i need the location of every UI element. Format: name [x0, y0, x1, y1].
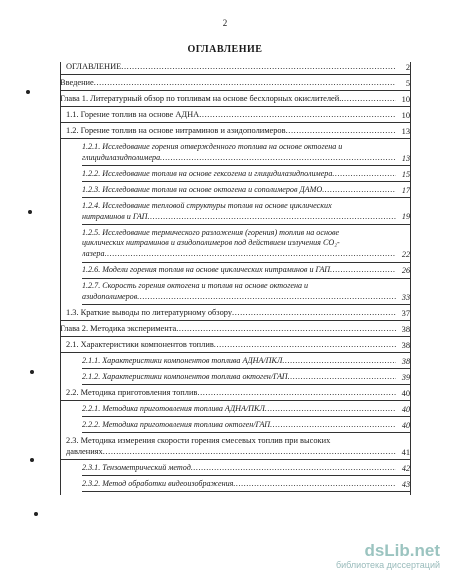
- toc-entry[interactable]: [60, 142, 410, 164]
- row-divider: [82, 197, 410, 198]
- toc-entry-text: 1.2.5. Исследование термического разложения (горения) топлив на основе: [82, 227, 340, 237]
- toc-entry[interactable]: [60, 265, 410, 276]
- toc-entry-text: 1.3. Краткие выводы по литературному обзору: [66, 308, 233, 317]
- row-divider: [82, 165, 410, 166]
- toc-entry-text: 1.2. Горение топлив на основе нитраминов и азидополимеров: [66, 126, 286, 135]
- dot-leader: [191, 463, 396, 473]
- scan-mark: [30, 458, 34, 462]
- toc-entry[interactable]: [60, 356, 410, 367]
- toc-entry[interactable]: [60, 420, 410, 431]
- toc-entry-text: циклических нитраминов и азидополимеров под действием излучения CO₂-: [82, 238, 340, 248]
- dot-leader: [121, 62, 396, 72]
- toc-entry-text: Глава 2. Методика эксперимента: [60, 324, 177, 333]
- toc-page-number: 26: [401, 265, 410, 275]
- dot-leader: [282, 356, 396, 366]
- dot-leader: [105, 249, 396, 259]
- page-title: ОГЛАВЛЕНИЕ: [187, 44, 263, 55]
- dot-leader: [322, 185, 396, 195]
- toc-entry-text: нитраминов и ГАП: [82, 211, 148, 221]
- toc-entry[interactable]: [60, 404, 410, 415]
- toc-entry-text: давлениях: [66, 446, 103, 456]
- toc-page-number: 13: [401, 126, 410, 136]
- toc-entry[interactable]: [60, 228, 410, 260]
- toc-entry[interactable]: [60, 185, 410, 196]
- toc-entry-text: 2.3.2. Метод обработки видеоизображения: [82, 478, 234, 488]
- scan-mark: [28, 210, 32, 214]
- toc-page-number: 38: [401, 356, 410, 366]
- dot-leader: [288, 372, 396, 382]
- row-divider: [82, 224, 410, 225]
- dot-leader: [94, 78, 396, 88]
- toc-entry-text: лазера: [82, 249, 105, 259]
- row-divider: [82, 384, 410, 385]
- row-divider: [82, 304, 410, 305]
- row-divider: [82, 181, 410, 182]
- toc-entry[interactable]: [60, 436, 410, 458]
- toc-page-number: 40: [401, 388, 410, 398]
- toc-entry-text: 2.1. Характеристики компонентов топлив: [66, 340, 214, 349]
- scan-mark: [34, 512, 38, 516]
- toc-entry-text: глицидилазидполимера: [82, 152, 161, 162]
- scan-mark: [30, 370, 34, 374]
- toc-entry[interactable]: [60, 110, 410, 121]
- toc-page-number: 40: [401, 420, 410, 430]
- dot-leader: [137, 292, 396, 302]
- toc-page-number: 38: [401, 324, 410, 334]
- row-divider: [82, 368, 410, 369]
- toc-page-number: 10: [401, 94, 410, 104]
- dot-leader: [214, 340, 396, 350]
- toc-entry[interactable]: [60, 126, 410, 137]
- dot-leader: [160, 153, 396, 163]
- row-divider: [82, 416, 410, 417]
- toc-entry-text: Введение: [60, 78, 94, 87]
- row-divider: [60, 352, 410, 353]
- toc-entry-text: 1.2.4. Исследование тепловой структуры топлив на основе циклических: [82, 200, 332, 210]
- toc-entry-text: 2.2.1. Методика приготовления топлива АДНА/ПКЛ: [82, 404, 265, 413]
- dot-leader: [197, 388, 396, 398]
- toc-entry[interactable]: [60, 281, 410, 303]
- toc-entry-text: ОГЛАВЛЕНИЕ: [66, 62, 122, 71]
- toc-entry-text: 2.1.1. Характеристики компонентов топлива АДНА/ПКЛ: [82, 356, 283, 365]
- toc-entry[interactable]: [60, 479, 410, 490]
- dot-leader: [341, 94, 396, 104]
- dot-leader: [176, 324, 396, 334]
- toc-entry[interactable]: [60, 324, 410, 335]
- toc-page-number: 38: [401, 340, 410, 350]
- scan-mark: [26, 90, 30, 94]
- table-left-border: [60, 62, 61, 495]
- toc-entry[interactable]: [60, 388, 410, 399]
- row-divider: [60, 138, 410, 139]
- row-divider: [60, 90, 410, 91]
- toc-page-number: 42: [401, 463, 410, 473]
- toc-page-number: 40: [401, 404, 410, 414]
- toc-entry-text: 1.2.6. Модели горения топлив на основе циклических нитраминов и ГАП: [82, 265, 331, 275]
- dot-leader: [332, 169, 396, 179]
- toc-page-number: 41: [401, 447, 410, 457]
- toc-entry-text: 1.2.3. Исследование топлив на основе октогена и сополимеров ДАМО: [82, 184, 323, 194]
- toc-entry[interactable]: [60, 94, 410, 105]
- toc-entry-text: Глава 1. Литературный обзор по топливам на основе бесхлорных окислителей.: [60, 94, 342, 103]
- row-divider: [60, 336, 410, 337]
- row-divider: [82, 278, 410, 279]
- toc-page-number: 43: [401, 479, 410, 489]
- toc-entry-text: 1.2.7. Скорость горения октогена и топлив на основе октогена и: [82, 281, 309, 291]
- toc-entry[interactable]: [60, 463, 410, 474]
- row-divider: [82, 262, 410, 263]
- table-right-border: [410, 62, 411, 495]
- page-number: 2: [222, 18, 228, 28]
- dot-leader: [232, 308, 396, 318]
- row-divider: [60, 106, 410, 107]
- toc-entry-text: 2.3.1. Тензометрический метод: [82, 462, 191, 472]
- site-watermark: [336, 542, 440, 570]
- row-divider: [82, 491, 410, 492]
- toc-page-number: 17: [401, 185, 410, 195]
- dot-leader: [103, 447, 396, 457]
- toc-entry-text: 1.2.2. Исследование топлив на основе гексогена и глицидилазидполимера: [82, 168, 333, 178]
- toc-page-number: 13: [401, 153, 410, 163]
- toc-entry-text: 2.1.2. Характеристики компонентов топлива октоген/ГАП: [82, 372, 288, 381]
- dot-leader: [265, 404, 396, 414]
- dot-leader: [233, 479, 396, 489]
- row-divider: [60, 122, 410, 123]
- toc-entry-text: азидополимеров: [82, 291, 138, 301]
- watermark-subtitle: библиотека диссертаций: [335, 560, 440, 570]
- toc-entry[interactable]: [60, 340, 410, 351]
- toc-entry[interactable]: [60, 372, 410, 383]
- dot-leader: [270, 420, 396, 430]
- row-divider: [60, 400, 410, 401]
- row-divider: [60, 74, 410, 75]
- row-divider: [60, 320, 410, 321]
- toc-page-number: 37: [401, 308, 410, 318]
- toc-entry-text: 2.3. Методика измерения скорости горения смесевых топлив при высоких: [66, 436, 331, 445]
- dot-leader: [147, 212, 396, 222]
- toc-entry[interactable]: [60, 308, 410, 319]
- dot-leader: [286, 126, 396, 136]
- dot-leader: [330, 265, 396, 275]
- toc-page-number: 33: [401, 292, 410, 302]
- toc-entry-text: 2.2.2. Методика приготовления топлива октоген/ГАП: [82, 420, 271, 429]
- toc-page-number: 39: [401, 372, 410, 382]
- toc-entry-text: 1.2.1. Исследование горения отвержденного топлива на основе октогена и: [82, 142, 343, 151]
- toc-entry[interactable]: [60, 169, 410, 180]
- dot-leader: [199, 110, 396, 120]
- toc-page-number: 5: [405, 78, 410, 88]
- row-divider: [60, 459, 410, 460]
- toc-page-number: 15: [401, 169, 410, 179]
- row-divider: [82, 432, 410, 433]
- toc-entry-text: 1.1. Горение топлив на основе АДНА: [66, 110, 200, 119]
- toc-entry[interactable]: [60, 62, 410, 73]
- toc-page-number: 10: [401, 110, 410, 120]
- watermark-logo: dsLib.net: [364, 541, 440, 560]
- toc-page-number: 19: [401, 212, 410, 222]
- toc-page-number: 2: [405, 62, 410, 72]
- toc-entry-text: 2.2. Методика приготовления топлив: [66, 388, 198, 397]
- toc-page-number: 22: [401, 249, 410, 259]
- toc-entry[interactable]: [60, 78, 410, 89]
- toc-entry[interactable]: [60, 201, 410, 223]
- row-divider: [82, 475, 410, 476]
